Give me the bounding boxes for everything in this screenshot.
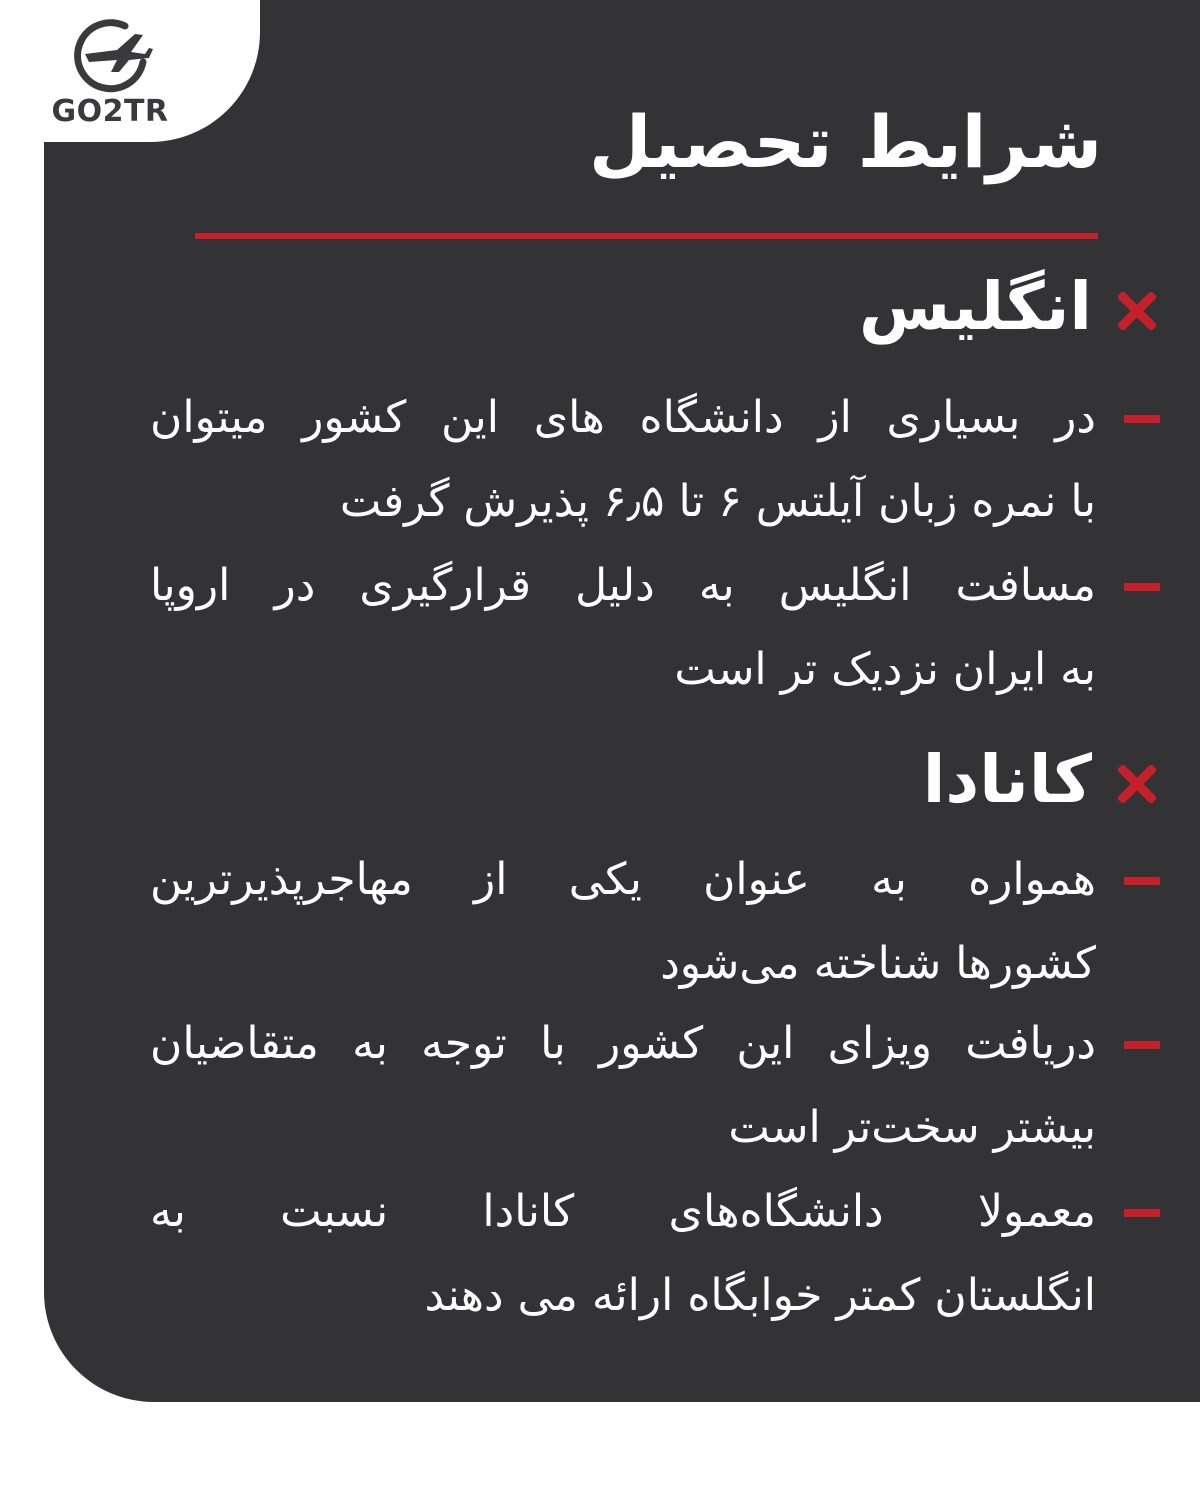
list-item-line: دریافت ویزای این کشور با توجه به متقاضیان (150, 1018, 1096, 1069)
section-title: کانادا (922, 741, 1092, 818)
list-item-line: بیشتر سخت‌تر است (728, 1102, 1096, 1153)
section-title: انگلیس (859, 268, 1092, 345)
section-heading-england (256, 262, 1156, 352)
list-item-line: به ایران نزدیک تر است (674, 644, 1096, 695)
x-icon (1118, 765, 1156, 803)
brand-name: GO2TR (51, 94, 169, 129)
title-divider (195, 233, 1098, 239)
dash-icon (1124, 1041, 1160, 1049)
list-item-line: انگلستان کمتر خوابگاه ارائه می دهند (424, 1270, 1096, 1321)
section-heading-canada (256, 735, 1156, 825)
dash-icon (1124, 1209, 1160, 1217)
dash-icon (1124, 877, 1160, 885)
dash-icon (1124, 583, 1160, 591)
airplane-globe-icon (65, 14, 155, 94)
page-title: شرایط تحصیل (589, 100, 1102, 184)
list-item-line: معمولا دانشگاه‌های کانادا نسبت به (150, 1186, 1096, 1237)
list-item-line: کشورها شناخته می‌شود (660, 938, 1096, 989)
dash-icon (1124, 415, 1160, 423)
list-item-line: در بسیاری از دانشگاه های این کشور میتوان (150, 392, 1096, 443)
list-item-line: با نمره زبان آیلتس ۶ تا ۶٫۵ پذیرش گرفت (339, 476, 1096, 527)
list-item-line: مسافت انگلیس به دلیل قرارگیری در اروپا (150, 560, 1096, 611)
brand-logo (40, 14, 180, 129)
x-icon (1118, 292, 1156, 330)
list-item-line: همواره به عنوان یکی از مهاجرپذیرترین (150, 854, 1096, 905)
